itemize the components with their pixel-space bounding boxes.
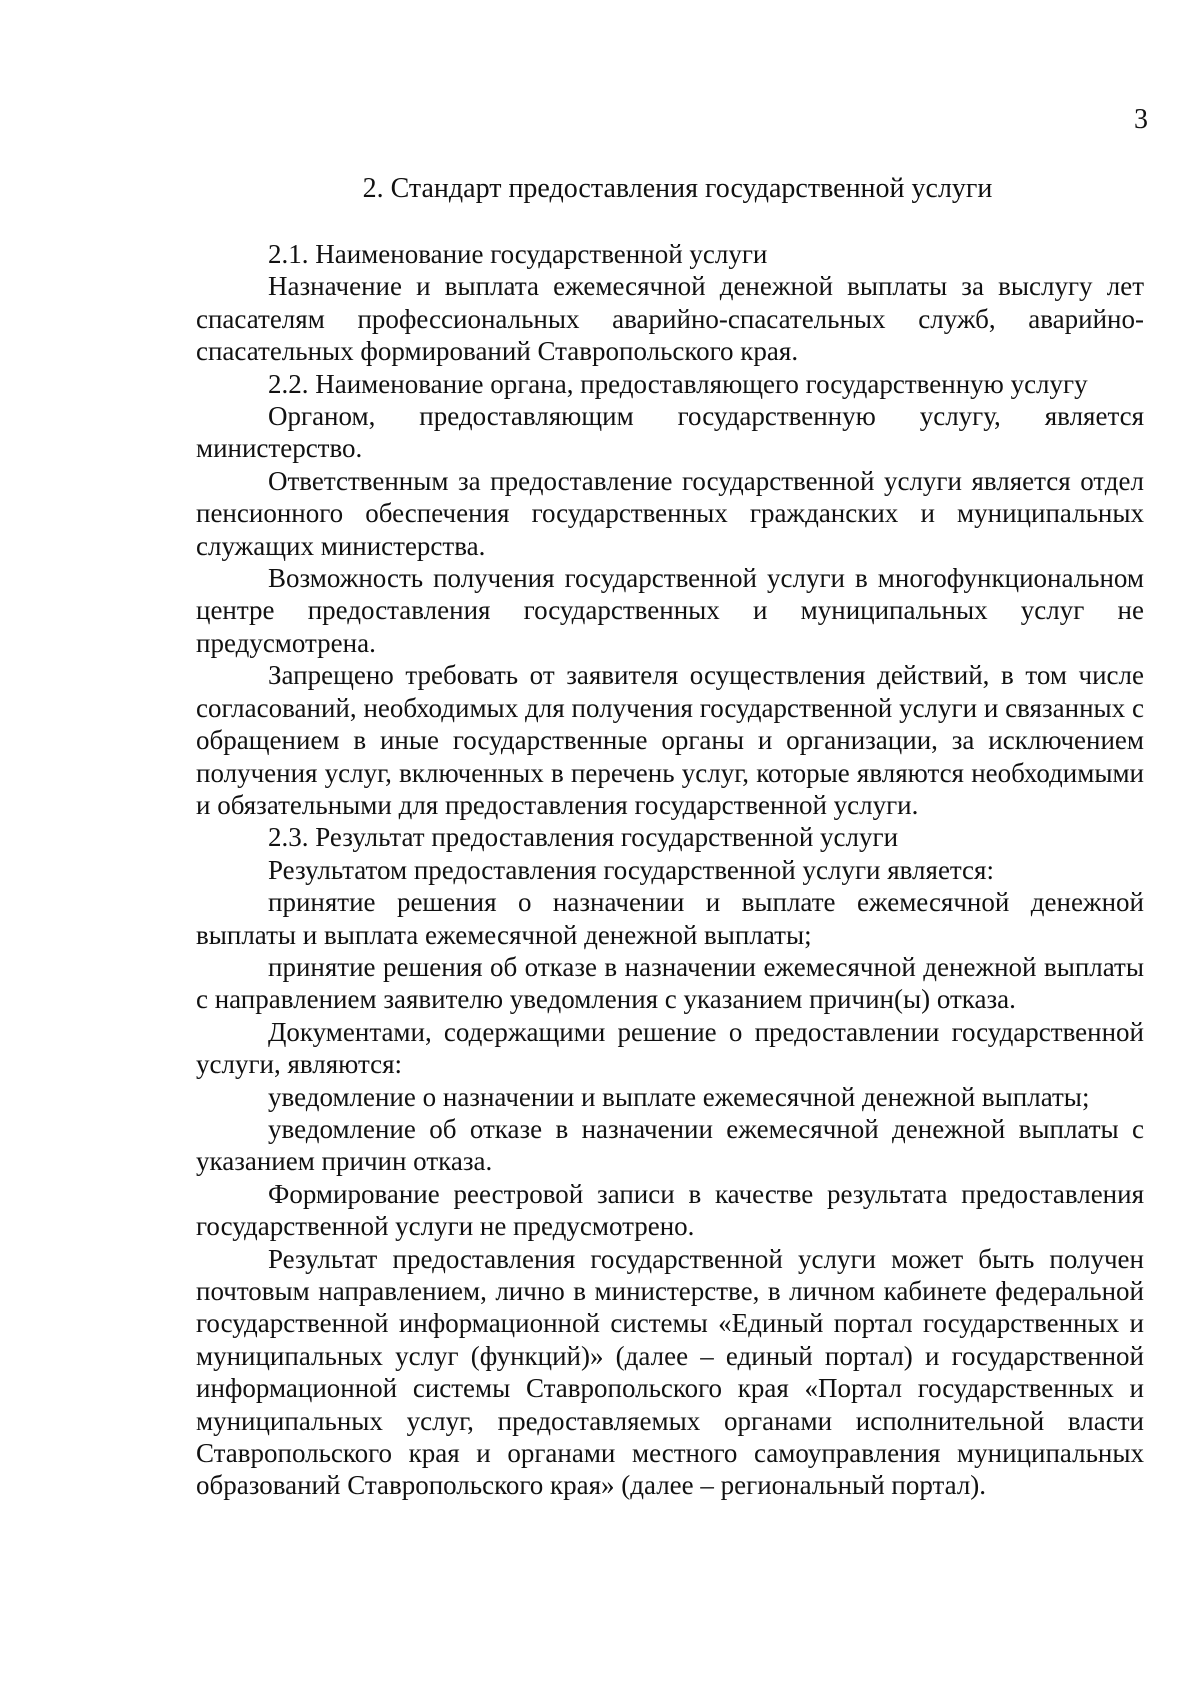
section-title: 2. Стандарт предоставления государственной услуги bbox=[362, 173, 993, 204]
document-body bbox=[196, 238, 1144, 1502]
paragraph: принятие решения о назначении и выплате ежемесячной денежной выплаты и выплата ежемесячной денежной выплаты; bbox=[196, 887, 1144, 950]
paragraph: уведомление о назначении и выплате ежемесячной денежной выплаты; bbox=[268, 1081, 1090, 1112]
subsection-heading-2-2: 2.2. Наименование органа, предоставляющего государственную услугу bbox=[268, 368, 1088, 399]
subsection-heading-2-3: 2.3. Результат предоставления государственной услуги bbox=[268, 822, 899, 853]
paragraph: принятие решения об отказе в назначении ежемесячной денежной выплаты с направлением заявителю уведомления с указанием причин(ы) отказа. bbox=[196, 951, 1144, 1015]
page-number: 3 bbox=[1134, 104, 1148, 135]
paragraph: Назначение и выплата ежемесячной денежной выплаты за выслугу лет спасателям профессиональных аварийно-спасательных служб, аварийно-спасательных формирований Ставропольского края. bbox=[196, 271, 1144, 367]
paragraph: уведомление об отказе в назначении ежемесячной денежной выплаты с указанием причин отказа. bbox=[196, 1113, 1144, 1177]
paragraph: Запрещено требовать от заявителя осуществления действий, в том числе согласований, необходимых для получения государственной услуги и связанных с обращением в иные государственные органы и организации, за исключением получения услуг, включенных в перечень услуг, которые являются необходимыми и обязательными для предоставления государственной услуги. bbox=[196, 660, 1144, 820]
paragraph: Результат предоставления государственной услуги может быть получен почтовым направлением, лично в министерстве, в личном кабинете федеральной государственной информационной системы «Единый портал государственных и муниципальных услуг (функций)» (далее – единый портал) и государственной информационной системы Ставропольского края «Портал государственных и муниципальных услуг, предоставляемых органами исполнительной власти Ставропольского края и органами местного самоуправления муниципальных образований Ставропольского края» (далее – региональный портал). bbox=[196, 1243, 1144, 1501]
paragraph: Формирование реестровой записи в качестве результата предоставления государственной услуги не предусмотрено. bbox=[196, 1178, 1144, 1242]
paragraph: Органом, предоставляющим государственную услугу, является министерство. bbox=[196, 401, 1144, 464]
subsection-heading-2-1: 2.1. Наименование государственной услуги bbox=[268, 239, 768, 269]
paragraph: Документами, содержащими решение о предоставлении государственной услуги, являются: bbox=[196, 1016, 1144, 1080]
paragraph: Возможность получения государственной услуги в многофункциональном центре предоставления государственных и муниципальных услуг не предусмотрена. bbox=[196, 563, 1144, 658]
paragraph: Ответственным за предоставление государственной услуги является отдел пенсионного обеспечения государственных гражданских и муниципальных служащих министерства. bbox=[196, 465, 1144, 561]
paragraph: Результатом предоставления государственной услуги является: bbox=[268, 854, 994, 885]
